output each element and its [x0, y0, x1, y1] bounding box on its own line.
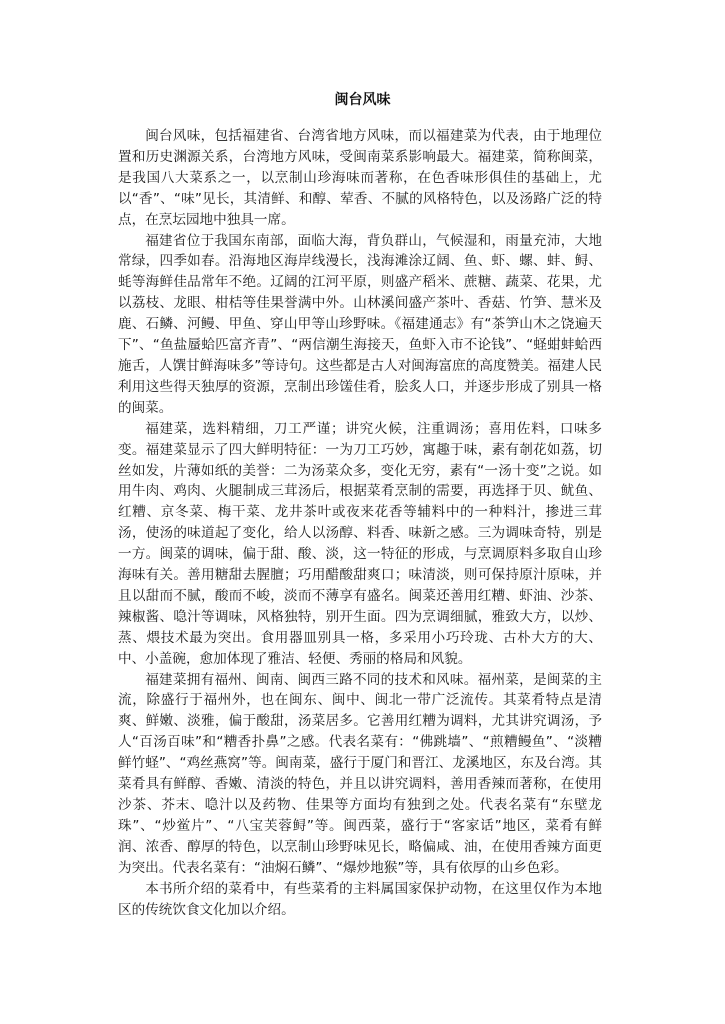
document-body — [118, 126, 602, 920]
paragraph: 福建菜拥有福州、闽南、闽西三路不同的技术和风味。福州菜，是闽菜的主流，除盛行于福州外，也在闽东、闽中、闽北一带广泛流传。其菜肴特点是清爽、鲜嫩、淡雅，偏于酸甜，汤菜居多。它善用红糟为调料，尤其讲究调汤，予人“百汤百味”和“糟香扑鼻”之感。代表名菜有：“佛跳墙”、“煎糟鳗鱼”、“淡糟鲜竹蛏”、“鸡丝燕窝”等。闽南菜，盛行于厦门和晋江、龙溪地区，东及台湾。其菜肴具有鲜醇、香嫩、清淡的特色，并且以讲究调料，善用香辣而著称，在使用沙茶、芥末、喼汁以及药物、佳果等方面均有独到之处。代表名菜有“东壁龙珠”、“炒鲎片”、“八宝芙蓉鲟”等。闽西菜，盛行于“客家话”地区，菜肴有鲜润、浓香、醇厚的特色，以烹制山珍野味见长，略偏咸、油，在使用香辣方面更为突出。代表名菜有：“油焖石鳞”、“爆炒地猴”等，具有依厚的山乡色彩。 — [118, 671, 602, 876]
document-title: 闽台风味 — [334, 92, 391, 108]
paragraph: 福建省位于我国东南部，面临大海，背负群山，气候湿和，雨量充沛，大地常绿，四季如春。沿海地区海岸线漫长，浅海滩涂辽阔、鱼、虾、螺、蚌、鲟、蚝等海鲜佳品常年不绝。辽阔的江河平原，则盛产稻米、蔗糖、蔬菜、花果，尤以荔枝、龙眼、柑桔等佳果誉满中外。山林溪间盛产茶叶、香菇、竹笋、慧米及鹿、石鳞、河鳗、甲鱼、穿山甲等山珍野味。《福建通志》有“茶笋山木之饶遍天下”、“鱼盐蜃蛤匹富齐青”、“两信潮生海接天，鱼虾入市不论钱”、“蛏蚶蚌蛤西施舌，人馔甘鲜海味多”等诗句。这些都是古人对闽海富庶的高度赞美。福建人民利用这些得天独厚的资源，烹制出珍馐佳肴，脍炙人口，并逐步形成了别具一格的闽菜。 — [118, 232, 602, 416]
paragraph: 福建菜，选料精细，刀工严谨；讲究火候，注重调汤；喜用佐料，口味多变。福建菜显示了四大鲜明特征：一为刀工巧妙，寓趣于味，素有剞花如荔，切丝如发，片薄如纸的美誉：二为汤菜众多，变化无穷，素有“一汤十变”之说。如用牛肉、鸡肉、火腿制成三茸汤后，根据菜肴烹制的需要，再选择于贝、鱿鱼、红糟、京冬菜、梅干菜、龙井茶叶或夜来花香等辅料中的一种料汁，掺进三茸汤，使汤的味道起了变化，给人以汤醇、料香、味新之感。三为调味奇特，别是一方。闽菜的调味，偏于甜、酸、淡，这一特征的形成，与烹调原料多取自山珍海味有关。善用糖甜去腥膻；巧用醋酸甜爽口；味清淡，则可保持原汁原味，并且以甜而不腻，酸而不峻，淡而不薄享有盛名。闽菜还善用红糟、虾油、沙茶、辣椒酱、喼汁等调味，风格独特，别开生面。四为烹调细腻，雅致大方，以炒、蒸、煨技术最为突出。食用器皿别具一格，多采用小巧玲珑、古朴大方的大、中、小盖碗，愈加体现了雅洁、轻便、秀丽的格局和风貌。 — [118, 420, 602, 667]
paragraph: 闽台风味，包括福建省、台湾省地方风味，而以福建菜为代表，由于地理位置和历史渊源关系，台湾地方风味，受闽南菜系影响最大。福建菜，简称闽菜，是我国八大菜系之一，以烹制山珍海味而著称，在色香味形俱佳的基础上，尤以“香”、“味”见长，其清鲜、和醇、荤香、不腻的风格特色，以及汤路广泛的特点，在烹坛园地中独具一席。 — [118, 128, 602, 228]
paragraph: 本书所介绍的菜肴中，有些菜肴的主料属国家保护动物，在这里仅作为本地区的传统饮食文化加以介绍。 — [118, 880, 602, 918]
